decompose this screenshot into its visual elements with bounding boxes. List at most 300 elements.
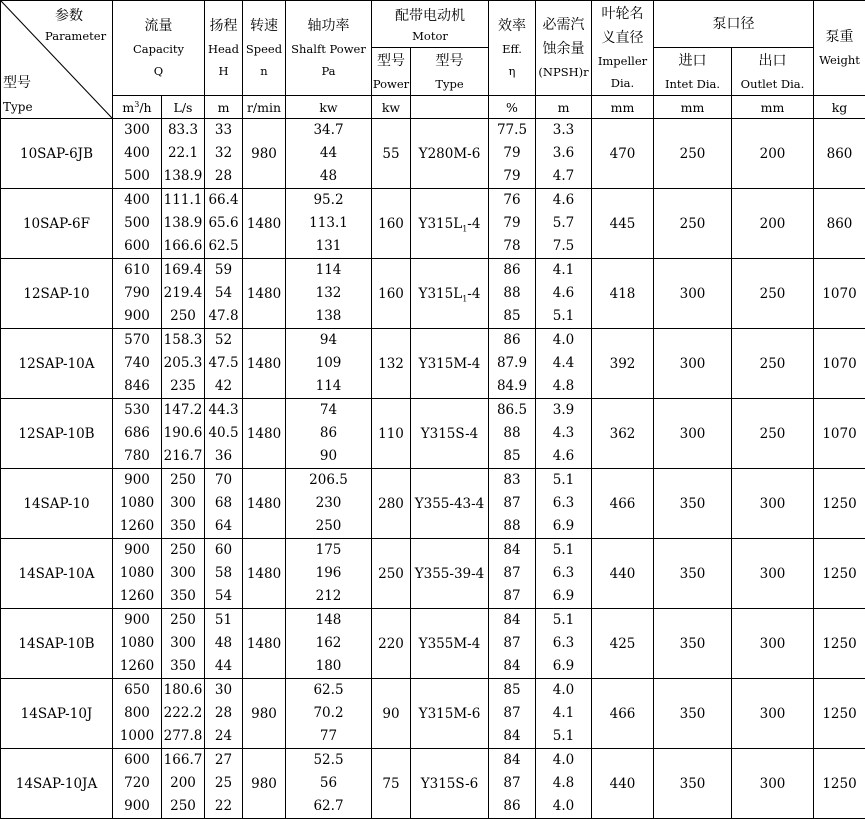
npsh xyxy=(536,189,592,259)
inlet-dia: 350 xyxy=(654,679,732,749)
motor-power: 90 xyxy=(372,679,411,749)
motor-header: 配带电动机 Motor xyxy=(372,1,489,48)
head-value: 62.5 xyxy=(205,235,242,258)
efficiency-value: 87.9 xyxy=(489,352,535,375)
head-value: 44 xyxy=(205,655,242,678)
npsh-value: 4.0 xyxy=(536,679,591,702)
head-value: 22 xyxy=(205,795,242,818)
table-row xyxy=(1,399,865,469)
npsh-value: 6.3 xyxy=(536,632,591,655)
efficiency-value: 88 xyxy=(489,282,535,305)
flow-ls xyxy=(162,329,205,399)
flow-ls xyxy=(162,539,205,609)
pump-type: 12SAP-10 xyxy=(1,259,113,329)
efficiency-value: 87 xyxy=(489,562,535,585)
flow-ls-value: 300 xyxy=(162,492,204,515)
npsh-value: 6.9 xyxy=(536,515,591,538)
motor-type: Y280M-6 xyxy=(411,119,489,189)
shaft-power xyxy=(286,469,372,539)
efficiency-value: 85 xyxy=(489,679,535,702)
inlet-dia: 300 xyxy=(654,259,732,329)
npsh-value: 4.1 xyxy=(536,702,591,725)
unit-eff: % xyxy=(489,96,536,119)
shaft-power-value: 250 xyxy=(286,515,371,538)
npsh-value: 4.8 xyxy=(536,772,591,795)
flow-m3h-value: 600 xyxy=(113,749,161,772)
flow-ls-value: 250 xyxy=(162,539,204,562)
shaft-power-value: 86 xyxy=(286,422,371,445)
npsh-value: 4.0 xyxy=(536,749,591,772)
efficiency-value: 85 xyxy=(489,445,535,468)
pump-weight: 1250 xyxy=(814,679,865,749)
impeller-dia: 418 xyxy=(592,259,654,329)
speed: 1480 xyxy=(243,469,286,539)
head-value: 59 xyxy=(205,259,242,282)
flow-m3h-value: 846 xyxy=(113,375,161,398)
head-value: 24 xyxy=(205,725,242,748)
efficiency-value: 84 xyxy=(489,655,535,678)
npsh-value: 5.7 xyxy=(536,212,591,235)
npsh-value: 4.8 xyxy=(536,375,591,398)
impeller-dia: 466 xyxy=(592,469,654,539)
flow-ls xyxy=(162,259,205,329)
npsh-value: 4.1 xyxy=(536,259,591,282)
efficiency-value: 78 xyxy=(489,235,535,258)
flow-ls-value: 111.1 xyxy=(162,189,204,212)
head-header: 扬程 Head H xyxy=(205,1,243,96)
efficiency xyxy=(489,259,536,329)
motor-power: 75 xyxy=(372,749,411,819)
pump-weight: 1070 xyxy=(814,259,865,329)
shaft-power-value: 62.5 xyxy=(286,679,371,702)
flow-m3h xyxy=(113,119,162,189)
efficiency xyxy=(489,189,536,259)
table-row xyxy=(1,749,865,819)
inlet-dia: 350 xyxy=(654,609,732,679)
flow-ls-value: 300 xyxy=(162,632,204,655)
outlet-dia: 300 xyxy=(732,609,814,679)
shaft-power-value: 44 xyxy=(286,142,371,165)
flow-ls xyxy=(162,189,205,259)
head xyxy=(205,749,243,819)
flow-ls-value: 180.6 xyxy=(162,679,204,702)
shaft-power-value: 48 xyxy=(286,165,371,188)
shaft-power-value: 52.5 xyxy=(286,749,371,772)
head xyxy=(205,329,243,399)
impeller-dia: 440 xyxy=(592,749,654,819)
flow-ls-value: 300 xyxy=(162,562,204,585)
flow-m3h xyxy=(113,469,162,539)
head-value: 32 xyxy=(205,142,242,165)
flow-m3h-value: 686 xyxy=(113,422,161,445)
head-value: 54 xyxy=(205,282,242,305)
pump-weight: 1070 xyxy=(814,329,865,399)
npsh-value: 6.3 xyxy=(536,562,591,585)
efficiency-value: 88 xyxy=(489,515,535,538)
head xyxy=(205,679,243,749)
efficiency-value: 83 xyxy=(489,469,535,492)
flow-m3h xyxy=(113,679,162,749)
impeller-dia: 445 xyxy=(592,189,654,259)
npsh xyxy=(536,399,592,469)
flow-ls xyxy=(162,609,205,679)
shaft-power-value: 162 xyxy=(286,632,371,655)
npsh-value: 7.5 xyxy=(536,235,591,258)
flow-ls-value: 200 xyxy=(162,772,204,795)
shaft-power-value: 212 xyxy=(286,585,371,608)
shaft-power-value: 114 xyxy=(286,259,371,282)
shaft-power xyxy=(286,399,372,469)
head-value: 27 xyxy=(205,749,242,772)
efficiency-value: 77.5 xyxy=(489,119,535,142)
npsh-value: 5.1 xyxy=(536,305,591,328)
flow-m3h-value: 800 xyxy=(113,702,161,725)
inlet-dia: 350 xyxy=(654,469,732,539)
motor-power: 110 xyxy=(372,399,411,469)
shaft-power-value: 196 xyxy=(286,562,371,585)
efficiency xyxy=(489,329,536,399)
flow-m3h-value: 1260 xyxy=(113,515,161,538)
npsh-value: 4.0 xyxy=(536,795,591,818)
npsh xyxy=(536,329,592,399)
flow-ls-value: 205.3 xyxy=(162,352,204,375)
parameter-type-corner-cell xyxy=(1,1,113,119)
npsh-value: 4.0 xyxy=(536,329,591,352)
efficiency-value: 84 xyxy=(489,609,535,632)
flow-m3h-value: 300 xyxy=(113,119,161,142)
efficiency xyxy=(489,469,536,539)
shaft-power xyxy=(286,749,372,819)
pump-type: 12SAP-10B xyxy=(1,399,113,469)
flow-m3h-value: 900 xyxy=(113,795,161,818)
efficiency-value: 88 xyxy=(489,422,535,445)
head-value: 47.5 xyxy=(205,352,242,375)
efficiency xyxy=(489,749,536,819)
motor-power-header: 型号 Power xyxy=(372,48,411,96)
shaft-power-value: 34.7 xyxy=(286,119,371,142)
flow-m3h xyxy=(113,189,162,259)
motor-power: 250 xyxy=(372,539,411,609)
outlet-dia: 300 xyxy=(732,679,814,749)
efficiency xyxy=(489,609,536,679)
efficiency xyxy=(489,539,536,609)
head xyxy=(205,399,243,469)
efficiency xyxy=(489,119,536,189)
head-value: 25 xyxy=(205,772,242,795)
motor-type: Y315M-6 xyxy=(411,679,489,749)
npsh-value: 5.1 xyxy=(536,609,591,632)
head-value: 54 xyxy=(205,585,242,608)
flow-m3h-value: 570 xyxy=(113,329,161,352)
motor-power: 280 xyxy=(372,469,411,539)
flow-m3h-value: 720 xyxy=(113,772,161,795)
head xyxy=(205,539,243,609)
table-row xyxy=(1,469,865,539)
flow-ls xyxy=(162,749,205,819)
shaft-power xyxy=(286,119,372,189)
flow-ls-value: 250 xyxy=(162,469,204,492)
impeller-dia: 362 xyxy=(592,399,654,469)
efficiency-value: 87 xyxy=(489,492,535,515)
shaft-power xyxy=(286,189,372,259)
shaft-power-value: 132 xyxy=(286,282,371,305)
outlet-header: 出口 Outlet Dia. xyxy=(732,48,814,96)
flow-ls xyxy=(162,399,205,469)
speed: 1480 xyxy=(243,189,286,259)
head-value: 68 xyxy=(205,492,242,515)
efficiency-value: 84 xyxy=(489,725,535,748)
shaft-power xyxy=(286,609,372,679)
speed: 1480 xyxy=(243,539,286,609)
flow-ls-value: 219.4 xyxy=(162,282,204,305)
flow-m3h-value: 1260 xyxy=(113,585,161,608)
efficiency-value: 84 xyxy=(489,749,535,772)
motor-type: Y355-39-4 xyxy=(411,539,489,609)
head-value: 65.6 xyxy=(205,212,242,235)
flow-ls-value: 190.6 xyxy=(162,422,204,445)
unit-head: m xyxy=(205,96,243,119)
type-label-cn: 型号 xyxy=(3,72,31,92)
outlet-dia: 300 xyxy=(732,749,814,819)
impeller-dia: 440 xyxy=(592,539,654,609)
npsh-value: 4.7 xyxy=(536,165,591,188)
flow-ls xyxy=(162,119,205,189)
head-value: 28 xyxy=(205,702,242,725)
npsh xyxy=(536,679,592,749)
flow-m3h-value: 780 xyxy=(113,445,161,468)
head xyxy=(205,259,243,329)
efficiency-value: 87 xyxy=(489,772,535,795)
speed: 980 xyxy=(243,679,286,749)
flow-ls xyxy=(162,469,205,539)
unit-impeller: mm xyxy=(592,96,654,119)
flow-ls-value: 166.6 xyxy=(162,235,204,258)
head-value: 44.3 xyxy=(205,399,242,422)
motor-power: 160 xyxy=(372,259,411,329)
flow-ls-value: 166.7 xyxy=(162,749,204,772)
flow-m3h-value: 650 xyxy=(113,679,161,702)
table-row xyxy=(1,259,865,329)
efficiency-value: 87 xyxy=(489,585,535,608)
efficiency-value: 84 xyxy=(489,539,535,562)
flow-m3h xyxy=(113,539,162,609)
table-row xyxy=(1,539,865,609)
shaft-power-value: 90 xyxy=(286,445,371,468)
npsh-value: 3.6 xyxy=(536,142,591,165)
shaft-power xyxy=(286,259,372,329)
unit-speed: r/min xyxy=(243,96,286,119)
outlet-dia: 300 xyxy=(732,469,814,539)
motor-type: $Y315L_1-4$ xyxy=(411,189,489,259)
flow-ls-value: 350 xyxy=(162,515,204,538)
speed: 1480 xyxy=(243,399,286,469)
shaft-power-value: 94 xyxy=(286,329,371,352)
motor-power: 55 xyxy=(372,119,411,189)
head-value: 70 xyxy=(205,469,242,492)
npsh xyxy=(536,259,592,329)
npsh-value: 6.3 xyxy=(536,492,591,515)
flow-m3h-value: 900 xyxy=(113,469,161,492)
speed: 980 xyxy=(243,749,286,819)
unit-npsh: m xyxy=(536,96,592,119)
head-value: 52 xyxy=(205,329,242,352)
head-value: 60 xyxy=(205,539,242,562)
flow-m3h-value: 530 xyxy=(113,399,161,422)
pump-type: 10SAP-6F xyxy=(1,189,113,259)
impeller-dia: 470 xyxy=(592,119,654,189)
table-row xyxy=(1,329,865,399)
efficiency-value: 86 xyxy=(489,795,535,818)
npsh-value: 5.1 xyxy=(536,725,591,748)
flow-m3h-value: 1260 xyxy=(113,655,161,678)
motor-power: 220 xyxy=(372,609,411,679)
flow-ls-value: 83.3 xyxy=(162,119,204,142)
inlet-header: 进口 Intet Dia. xyxy=(654,48,732,96)
pump-weight: 860 xyxy=(814,189,865,259)
flow-m3h-value: 1080 xyxy=(113,632,161,655)
flow-ls-value: 250 xyxy=(162,305,204,328)
parameter-label-en: Parameter xyxy=(45,29,106,43)
flow-ls-value: 350 xyxy=(162,655,204,678)
speed: 1480 xyxy=(243,609,286,679)
head-value: 66.4 xyxy=(205,189,242,212)
impeller-header: 叶轮名 义直径 Impeller Dia. xyxy=(592,1,654,96)
inlet-dia: 350 xyxy=(654,539,732,609)
speed: 1480 xyxy=(243,259,286,329)
flow-ls-value: 350 xyxy=(162,585,204,608)
motor-power: 160 xyxy=(372,189,411,259)
outlet-dia: 300 xyxy=(732,539,814,609)
motor-type: Y355M-4 xyxy=(411,609,489,679)
motor-power: 132 xyxy=(372,329,411,399)
flow-ls-value: 138.9 xyxy=(162,212,204,235)
efficiency-value: 79 xyxy=(489,212,535,235)
head xyxy=(205,189,243,259)
flow-ls-value: 158.3 xyxy=(162,329,204,352)
flow-ls-value: 250 xyxy=(162,795,204,818)
shaft-power-value: 77 xyxy=(286,725,371,748)
pump-type: 10SAP-6JB xyxy=(1,119,113,189)
npsh-value: 4.4 xyxy=(536,352,591,375)
head-value: 42 xyxy=(205,375,242,398)
head-value: 30 xyxy=(205,679,242,702)
flow-m3h-value: 1080 xyxy=(113,562,161,585)
speed-header: 转速 Speed n xyxy=(243,1,286,96)
shaft-power-value: 74 xyxy=(286,399,371,422)
pump-weight: 1250 xyxy=(814,539,865,609)
npsh-value: 4.6 xyxy=(536,189,591,212)
shaft-power-value: 148 xyxy=(286,609,371,632)
head-value: 40.5 xyxy=(205,422,242,445)
unit-weight: kg xyxy=(814,96,865,119)
flow-ls-value: 216.7 xyxy=(162,445,204,468)
unit-ls: L/s xyxy=(162,96,205,119)
flow-m3h-value: 600 xyxy=(113,235,161,258)
npsh-value: 4.6 xyxy=(536,445,591,468)
motor-type: Y315S-6 xyxy=(411,749,489,819)
flow-m3h-value: 900 xyxy=(113,539,161,562)
unit-outlet: mm xyxy=(732,96,814,119)
unit-power: kw xyxy=(372,96,411,119)
flow-m3h xyxy=(113,399,162,469)
inlet-dia: 250 xyxy=(654,119,732,189)
flow-m3h-value: 1080 xyxy=(113,492,161,515)
unit-motor-type xyxy=(411,96,489,119)
efficiency-value: 85 xyxy=(489,305,535,328)
flow-m3h xyxy=(113,329,162,399)
efficiency-value: 87 xyxy=(489,702,535,725)
npsh-value: 3.3 xyxy=(536,119,591,142)
shaft-power-value: 62.7 xyxy=(286,795,371,818)
shaft-power xyxy=(286,329,372,399)
shaft-power-value: 114 xyxy=(286,375,371,398)
efficiency-value: 86 xyxy=(489,329,535,352)
flow-m3h-value: 610 xyxy=(113,259,161,282)
flow-ls-value: 22.1 xyxy=(162,142,204,165)
outlet-dia: 200 xyxy=(732,119,814,189)
shaft-power-value: 180 xyxy=(286,655,371,678)
efficiency xyxy=(489,399,536,469)
flow-m3h-value: 400 xyxy=(113,189,161,212)
flow-ls-value: 138.9 xyxy=(162,165,204,188)
inlet-dia: 350 xyxy=(654,749,732,819)
unit-m3h: $m^3/h$ xyxy=(113,96,162,119)
pump-weight: 1250 xyxy=(814,469,865,539)
shaft-power-value: 131 xyxy=(286,235,371,258)
efficiency-value: 86 xyxy=(489,259,535,282)
impeller-dia: 425 xyxy=(592,609,654,679)
pump-type: 14SAP-10A xyxy=(1,539,113,609)
efficiency-header: 效率 Eff. η xyxy=(489,1,536,96)
flow-m3h xyxy=(113,609,162,679)
efficiency-value: 79 xyxy=(489,142,535,165)
impeller-dia: 392 xyxy=(592,329,654,399)
shaft-power xyxy=(286,679,372,749)
shaft-power-value: 138 xyxy=(286,305,371,328)
flow-m3h-value: 900 xyxy=(113,305,161,328)
outlet-dia: 250 xyxy=(732,329,814,399)
flow-ls xyxy=(162,679,205,749)
inlet-dia: 300 xyxy=(654,329,732,399)
head-value: 48 xyxy=(205,632,242,655)
pump-weight: 1070 xyxy=(814,399,865,469)
pump-weight: 860 xyxy=(814,119,865,189)
pump-weight: 1250 xyxy=(814,609,865,679)
npsh-value: 5.1 xyxy=(536,539,591,562)
flow-ls-value: 169.4 xyxy=(162,259,204,282)
efficiency xyxy=(489,679,536,749)
pump-bore-header: 泵口径 xyxy=(654,1,814,48)
weight-header: 泵重 Weight xyxy=(814,1,865,96)
npsh-value: 6.9 xyxy=(536,655,591,678)
head xyxy=(205,469,243,539)
flow-ls-value: 222.2 xyxy=(162,702,204,725)
table-row xyxy=(1,189,865,259)
flow-m3h xyxy=(113,259,162,329)
head-value: 51 xyxy=(205,609,242,632)
flow-ls-value: 277.8 xyxy=(162,725,204,748)
head xyxy=(205,609,243,679)
npsh-value: 6.9 xyxy=(536,585,591,608)
shaft-power-value: 230 xyxy=(286,492,371,515)
head-value: 36 xyxy=(205,445,242,468)
shaft-power-value: 206.5 xyxy=(286,469,371,492)
efficiency-value: 76 xyxy=(489,189,535,212)
pump-type: 14SAP-10JA xyxy=(1,749,113,819)
head-value: 47.8 xyxy=(205,305,242,328)
flow-m3h-value: 900 xyxy=(113,609,161,632)
capacity-header: 流量 Capacity Q xyxy=(113,1,205,96)
